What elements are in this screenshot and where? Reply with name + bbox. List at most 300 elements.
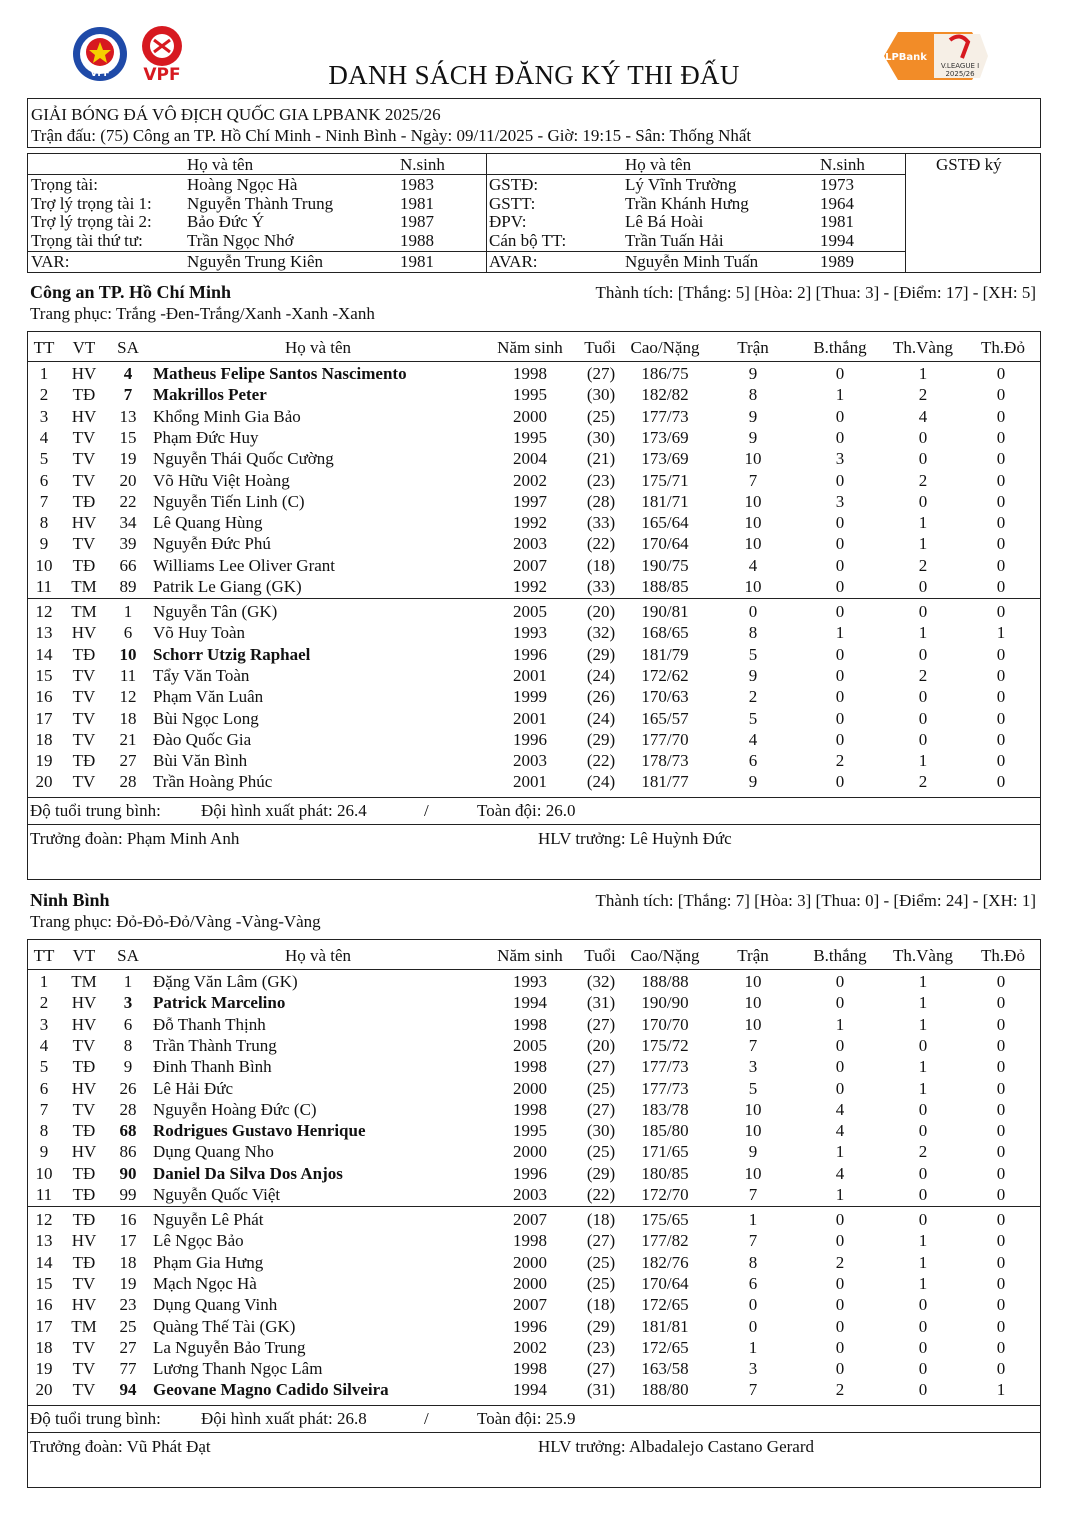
cell-age: (27) xyxy=(586,1359,616,1379)
roster-table xyxy=(27,939,1041,1488)
cell-tt: 9 xyxy=(39,534,49,554)
table-row xyxy=(1,384,1068,405)
cell-tt: 4 xyxy=(39,427,49,447)
table-row xyxy=(1,992,1068,1013)
cell-name: Schorr Utzig Raphael xyxy=(153,644,311,664)
cell-sa: 12 xyxy=(119,687,137,707)
col-age: Tuổi xyxy=(584,338,616,357)
cell-sa: 15 xyxy=(119,427,137,447)
cell-matches: 2 xyxy=(748,687,758,707)
avar-name: Nguyễn Minh Tuấn xyxy=(625,252,759,271)
cell-age: (27) xyxy=(586,1231,616,1251)
cell-sa: 4 xyxy=(123,364,133,383)
cell-matches: 10 xyxy=(744,1014,762,1034)
cell-age: (20) xyxy=(586,1035,616,1055)
cell-year: 2000 xyxy=(513,1142,547,1162)
cell-yellow: 2 xyxy=(918,555,928,575)
official-birth: 1994 xyxy=(820,230,854,250)
cell-sa: 39 xyxy=(119,534,137,554)
avg-age-team: Toàn đội: 25.9 xyxy=(477,1409,576,1428)
cell-sa: 10 xyxy=(119,644,137,664)
cell-sa: 34 xyxy=(119,513,137,533)
cell-vt: HV xyxy=(71,364,97,383)
cell-name: Nguyễn Thái Quốc Cường xyxy=(153,449,334,469)
cell-year: 1999 xyxy=(513,687,547,707)
cell-red: 0 xyxy=(996,427,1006,447)
cell-tt: 14 xyxy=(35,644,53,664)
cell-sa: 89 xyxy=(119,577,137,596)
cell-yellow: 0 xyxy=(918,577,928,596)
cell-sa: 25 xyxy=(119,1316,137,1336)
cell-yellow: 0 xyxy=(918,1163,928,1183)
cell-age: (29) xyxy=(586,1163,616,1183)
cell-goals: 1 xyxy=(835,623,845,643)
cell-tt: 11 xyxy=(35,1185,53,1204)
official-role: GSTĐ: xyxy=(489,175,539,194)
cell-height-weight: 181/71 xyxy=(641,491,689,511)
cell-year: 1998 xyxy=(513,1099,547,1119)
cell-vt: TĐ xyxy=(72,1057,96,1077)
cell-year: 1998 xyxy=(513,1359,547,1379)
cell-red: 0 xyxy=(996,708,1006,728)
cell-sa: 13 xyxy=(119,406,137,426)
cell-sa: 27 xyxy=(119,751,137,771)
cell-tt: 15 xyxy=(35,665,53,685)
cell-goals: 2 xyxy=(835,1380,845,1400)
cell-yellow: 0 xyxy=(918,1185,928,1204)
cell-matches: 9 xyxy=(748,427,758,447)
team-record: Thành tích: [Thắng: 7] [Hòa: 3] [Thua: 0] - [Điểm: 24] - [XH: 1] xyxy=(595,891,1036,910)
cell-year: 1994 xyxy=(513,1380,547,1400)
var-birth: 1981 xyxy=(400,252,434,271)
cell-age: (25) xyxy=(586,1142,616,1162)
table-row xyxy=(1,1120,1068,1141)
cell-red: 0 xyxy=(996,491,1006,511)
cell-tt: 7 xyxy=(39,491,49,511)
official-birth: 1987 xyxy=(400,212,434,231)
table-row xyxy=(1,1141,1068,1162)
col-tt: TT xyxy=(33,946,55,965)
cell-goals: 0 xyxy=(835,1273,845,1293)
cell-year: 2000 xyxy=(513,1273,547,1293)
var-role: VAR: xyxy=(31,252,70,271)
cell-goals: 3 xyxy=(835,449,845,469)
cell-name: Đặng Văn Lâm (GK) xyxy=(153,972,298,991)
cell-matches: 7 xyxy=(748,1380,758,1400)
cell-goals: 2 xyxy=(835,1252,845,1272)
cell-height-weight: 165/64 xyxy=(641,513,689,533)
cell-name: Đào Quốc Gia xyxy=(153,729,252,749)
cell-goals: 1 xyxy=(835,385,845,405)
cell-tt: 5 xyxy=(39,449,49,469)
cell-name: Matheus Felipe Santos Nascimento xyxy=(153,364,407,383)
cell-red: 0 xyxy=(996,513,1006,533)
cell-tt: 1 xyxy=(39,972,49,991)
cell-red: 0 xyxy=(996,1231,1006,1251)
cell-age: (18) xyxy=(586,555,616,575)
cell-red: 0 xyxy=(996,1142,1006,1162)
avg-age-label: Độ tuổi trung bình: xyxy=(30,1409,161,1428)
cell-age: (33) xyxy=(586,513,616,533)
cell-matches: 10 xyxy=(744,534,762,554)
table-row xyxy=(1,1209,1068,1230)
cell-goals: 0 xyxy=(835,1337,845,1357)
cell-height-weight: 168/65 xyxy=(641,623,689,643)
roster-rows xyxy=(1,363,1068,793)
cell-year: 2007 xyxy=(513,555,547,575)
cell-name: Lê Quang Hùng xyxy=(153,513,263,533)
cell-red: 0 xyxy=(996,1163,1006,1183)
svg-text:VFF: VFF xyxy=(90,69,110,79)
cell-matches: 0 xyxy=(748,1316,758,1336)
cell-tt: 10 xyxy=(35,555,53,575)
cell-year: 2007 xyxy=(513,1295,547,1315)
table-row xyxy=(1,1379,1068,1400)
cell-name: Phạm Gia Hưng xyxy=(153,1252,264,1272)
cell-age: (27) xyxy=(586,1057,616,1077)
cell-matches: 9 xyxy=(748,364,758,383)
official-name: Trần Tuấn Hải xyxy=(625,230,724,250)
cell-tt: 16 xyxy=(35,687,53,707)
cell-goals: 0 xyxy=(835,729,845,749)
cell-goals: 0 xyxy=(835,1057,845,1077)
cell-yellow: 0 xyxy=(918,449,928,469)
official-role: ĐPV: xyxy=(489,212,527,231)
official-role: Trọng tài thứ tư: xyxy=(31,230,143,250)
cell-vt: TV xyxy=(72,1099,96,1119)
cell-year: 2000 xyxy=(513,1252,547,1272)
cell-goals: 0 xyxy=(835,1231,845,1251)
table-row xyxy=(1,533,1068,554)
cell-yellow: 1 xyxy=(918,1231,928,1251)
cell-age: (26) xyxy=(586,687,616,707)
cell-year: 1996 xyxy=(513,644,547,664)
cell-height-weight: 182/82 xyxy=(641,385,689,405)
cell-yellow: 1 xyxy=(918,993,928,1013)
cell-matches: 10 xyxy=(744,1099,762,1119)
cell-age: (30) xyxy=(586,427,616,447)
cell-height-weight: 178/73 xyxy=(641,751,689,771)
official-role: Trợ lý trọng tài 2: xyxy=(31,212,152,231)
cell-age: (21) xyxy=(586,449,616,469)
cell-tt: 7 xyxy=(39,1099,49,1119)
cell-height-weight: 185/80 xyxy=(641,1121,689,1141)
cell-red: 0 xyxy=(996,729,1006,749)
cell-name: Nguyễn Hoàng Đức (C) xyxy=(153,1099,317,1119)
cell-tt: 13 xyxy=(35,623,53,643)
cell-tt: 15 xyxy=(35,1273,53,1293)
cell-tt: 2 xyxy=(39,385,49,405)
official-birth: 1973 xyxy=(820,175,854,194)
col-height-weight: Cao/Nặng xyxy=(630,338,700,357)
officials-col-birth-2: N.sinh xyxy=(820,155,865,174)
cell-age: (20) xyxy=(586,602,616,621)
cell-goals: 0 xyxy=(835,708,845,728)
cell-yellow: 2 xyxy=(918,385,928,405)
official-role: GSTT: xyxy=(489,193,536,213)
cell-height-weight: 173/69 xyxy=(641,427,689,447)
cell-goals: 0 xyxy=(835,555,845,575)
cell-vt: HV xyxy=(71,1142,97,1162)
cell-vt: HV xyxy=(71,1014,97,1034)
cell-tt: 4 xyxy=(39,1035,49,1055)
table-row xyxy=(1,750,1068,771)
cell-sa: 17 xyxy=(119,1231,137,1251)
avar-role: AVAR: xyxy=(489,252,538,271)
official-name: Bảo Đức Ý xyxy=(187,212,265,231)
cell-height-weight: 188/85 xyxy=(641,577,689,596)
team-kit: Trang phục: Trắng -Đen-Trắng/Xanh -Xanh -Xanh xyxy=(30,304,375,323)
cell-sa: 68 xyxy=(119,1121,137,1141)
cell-year: 2003 xyxy=(513,751,547,771)
team-record: Thành tích: [Thắng: 5] [Hòa: 2] [Thua: 3] - [Điểm: 17] - [XH: 5] xyxy=(595,283,1036,302)
cell-name: Trần Hoàng Phúc xyxy=(153,772,273,792)
cell-name: Nguyễn Tiến Linh (C) xyxy=(153,491,305,511)
table-row xyxy=(1,1184,1068,1205)
cell-name: Nguyễn Đức Phú xyxy=(153,534,271,554)
cell-vt: TV xyxy=(72,449,96,469)
cell-vt: TM xyxy=(71,972,97,991)
cell-red: 0 xyxy=(996,1185,1006,1204)
cell-name: Williams Lee Oliver Grant xyxy=(153,555,336,575)
cell-red: 0 xyxy=(996,449,1006,469)
cell-yellow: 1 xyxy=(918,1057,928,1077)
cell-red: 0 xyxy=(996,1014,1006,1034)
cell-goals: 0 xyxy=(835,1210,845,1229)
table-row xyxy=(1,448,1068,469)
col-year: Năm sinh xyxy=(497,946,563,965)
cell-height-weight: 177/73 xyxy=(641,1057,689,1077)
table-row xyxy=(1,576,1068,597)
cell-red: 0 xyxy=(996,751,1006,771)
cell-height-weight: 170/64 xyxy=(641,1273,689,1293)
cell-sa: 23 xyxy=(119,1295,137,1315)
cell-matches: 3 xyxy=(748,1359,758,1379)
cell-vt: TV xyxy=(72,1273,96,1293)
table-row xyxy=(1,1056,1068,1077)
cell-sa: 1 xyxy=(123,602,133,621)
cell-height-weight: 180/85 xyxy=(641,1163,689,1183)
cell-year: 2003 xyxy=(513,534,547,554)
cell-sa: 28 xyxy=(119,1099,137,1119)
cell-yellow: 4 xyxy=(918,406,928,426)
cell-age: (23) xyxy=(586,470,616,490)
cell-yellow: 0 xyxy=(918,1380,928,1400)
cell-year: 1992 xyxy=(513,577,547,596)
cell-goals: 0 xyxy=(835,470,845,490)
cell-sa: 18 xyxy=(119,1252,137,1272)
cell-height-weight: 172/62 xyxy=(641,665,689,685)
table-row xyxy=(1,644,1068,665)
cell-red: 0 xyxy=(996,1252,1006,1272)
team-name: Công an TP. Hồ Chí Minh xyxy=(30,282,232,302)
cell-goals: 4 xyxy=(835,1121,845,1141)
cell-name: Võ Hữu Việt Hoàng xyxy=(153,470,290,490)
cell-goals: 0 xyxy=(835,577,845,596)
cell-age: (32) xyxy=(586,972,616,991)
cell-name: Lê Hải Đức xyxy=(153,1078,234,1098)
cell-vt: TĐ xyxy=(72,751,96,771)
cell-vt: TĐ xyxy=(72,1252,96,1272)
cell-red: 0 xyxy=(996,644,1006,664)
cell-yellow: 0 xyxy=(918,687,928,707)
cell-age: (25) xyxy=(586,1252,616,1272)
cell-tt: 3 xyxy=(39,1014,49,1034)
table-row xyxy=(1,686,1068,707)
cell-yellow: 1 xyxy=(918,364,928,383)
cell-name: Phạm Văn Luân xyxy=(153,687,264,707)
cell-height-weight: 172/65 xyxy=(641,1337,689,1357)
cell-yellow: 1 xyxy=(918,1273,928,1293)
cell-year: 1996 xyxy=(513,1163,547,1183)
official-name: Lê Bá Hoài xyxy=(625,212,704,231)
cell-year: 2000 xyxy=(513,406,547,426)
cell-sa: 7 xyxy=(123,385,133,405)
page-title: DANH SÁCH ĐĂNG KÝ THI ĐẤU xyxy=(328,60,740,90)
cell-height-weight: 165/57 xyxy=(641,708,689,728)
col-matches: Trận xyxy=(737,338,769,357)
cell-red: 0 xyxy=(996,1035,1006,1055)
cell-red: 0 xyxy=(996,1121,1006,1141)
table-row xyxy=(1,708,1068,729)
cell-vt: TM xyxy=(71,577,97,596)
cell-age: (18) xyxy=(586,1295,616,1315)
cell-matches: 7 xyxy=(748,1231,758,1251)
cell-matches: 10 xyxy=(744,1163,762,1183)
cell-age: (22) xyxy=(586,534,616,554)
cell-height-weight: 190/81 xyxy=(641,602,689,621)
var-name: Nguyễn Trung Kiên xyxy=(187,252,324,271)
cell-name: Nguyễn Tân (GK) xyxy=(153,602,278,621)
official-role: Cán bộ TT: xyxy=(489,230,567,250)
cell-goals: 4 xyxy=(835,1099,845,1119)
cell-year: 1995 xyxy=(513,385,547,405)
cell-yellow: 0 xyxy=(918,602,928,621)
cell-height-weight: 177/73 xyxy=(641,406,689,426)
cell-name: Đỗ Thanh Thịnh xyxy=(153,1014,266,1034)
roster-table xyxy=(27,331,1041,880)
cell-matches: 8 xyxy=(748,1252,758,1272)
cell-height-weight: 175/72 xyxy=(641,1035,689,1055)
cell-tt: 18 xyxy=(35,729,53,749)
cell-yellow: 0 xyxy=(918,708,928,728)
cell-vt: HV xyxy=(71,1231,97,1251)
cell-sa: 16 xyxy=(119,1210,137,1229)
cell-matches: 8 xyxy=(748,623,758,643)
cell-vt: TV xyxy=(72,729,96,749)
table-row xyxy=(1,1252,1068,1273)
cell-matches: 5 xyxy=(748,644,758,664)
cell-tt: 17 xyxy=(35,708,53,728)
cell-age: (27) xyxy=(586,1014,616,1034)
head-coach: HLV trưởng: Lê Huỳnh Đức xyxy=(538,829,732,848)
cell-red: 0 xyxy=(996,1078,1006,1098)
table-row xyxy=(1,555,1068,576)
cell-red: 0 xyxy=(996,665,1006,685)
cell-sa: 99 xyxy=(119,1185,137,1204)
cell-height-weight: 170/63 xyxy=(641,687,689,707)
cell-tt: 19 xyxy=(35,1359,53,1379)
cell-age: (22) xyxy=(586,1185,616,1204)
cell-name: Khổng Minh Gia Bảo xyxy=(153,406,301,426)
cell-goals: 0 xyxy=(835,1078,845,1098)
cell-matches: 10 xyxy=(744,449,762,469)
table-row xyxy=(1,1316,1068,1337)
cell-matches: 7 xyxy=(748,470,758,490)
cell-vt: TM xyxy=(71,602,97,621)
cell-goals: 0 xyxy=(835,1035,845,1055)
cell-year: 2002 xyxy=(513,1337,547,1357)
team-manager: Trưởng đoàn: Vũ Phát Đạt xyxy=(30,1437,211,1456)
table-row xyxy=(1,1273,1068,1294)
cell-tt: 5 xyxy=(39,1057,49,1077)
cell-year: 1998 xyxy=(513,1231,547,1251)
cell-red: 0 xyxy=(996,602,1006,621)
table-row xyxy=(1,406,1068,427)
team-manager: Trưởng đoàn: Phạm Minh Anh xyxy=(30,829,240,848)
cell-vt: TV xyxy=(72,1359,96,1379)
cell-name: Lương Thanh Ngọc Lâm xyxy=(153,1359,323,1379)
cell-red: 0 xyxy=(996,1273,1006,1293)
cell-sa: 20 xyxy=(119,470,137,490)
cell-matches: 10 xyxy=(744,577,762,596)
cell-tt: 3 xyxy=(39,406,49,426)
col-tt: TT xyxy=(33,338,55,357)
col-year: Năm sinh xyxy=(497,338,563,357)
cell-matches: 10 xyxy=(744,513,762,533)
cell-tt: 19 xyxy=(35,751,53,771)
cell-sa: 19 xyxy=(119,1273,137,1293)
roster-header xyxy=(1,946,1068,968)
col-yellow: Th.Vàng xyxy=(893,338,953,357)
cell-yellow: 2 xyxy=(918,665,928,685)
cell-age: (27) xyxy=(586,1099,616,1119)
cell-matches: 6 xyxy=(748,751,758,771)
cell-yellow: 0 xyxy=(918,427,928,447)
cell-year: 1998 xyxy=(513,364,547,383)
cell-height-weight: 181/77 xyxy=(641,772,689,792)
cell-vt: TV xyxy=(72,1380,96,1400)
cell-tt: 14 xyxy=(35,1252,53,1272)
cell-height-weight: 190/75 xyxy=(641,555,689,575)
cell-yellow: 1 xyxy=(918,623,928,643)
cell-matches: 3 xyxy=(748,1057,758,1077)
cell-tt: 20 xyxy=(35,1380,53,1400)
cell-sa: 21 xyxy=(119,729,137,749)
cell-goals: 0 xyxy=(835,427,845,447)
cell-height-weight: 172/70 xyxy=(641,1185,689,1204)
cell-sa: 22 xyxy=(119,491,137,511)
cell-red: 0 xyxy=(996,772,1006,792)
cell-goals: 0 xyxy=(835,993,845,1013)
cell-name: Đinh Thanh Bình xyxy=(153,1057,272,1077)
cell-height-weight: 182/76 xyxy=(641,1252,689,1272)
cell-tt: 11 xyxy=(35,577,53,596)
official-name: Trần Ngọc Nhớ xyxy=(187,230,294,250)
cell-yellow: 2 xyxy=(918,1142,928,1162)
cell-yellow: 1 xyxy=(918,1014,928,1034)
cell-year: 2001 xyxy=(513,708,547,728)
cell-vt: TM xyxy=(71,1316,97,1336)
cell-sa: 19 xyxy=(119,449,137,469)
cell-matches: 1 xyxy=(748,1210,758,1229)
cell-vt: TĐ xyxy=(72,644,96,664)
cell-age: (18) xyxy=(586,1210,616,1229)
cell-yellow: 1 xyxy=(918,513,928,533)
cell-yellow: 0 xyxy=(918,1295,928,1315)
cell-vt: TĐ xyxy=(72,1121,96,1141)
roster-header xyxy=(1,338,1068,360)
